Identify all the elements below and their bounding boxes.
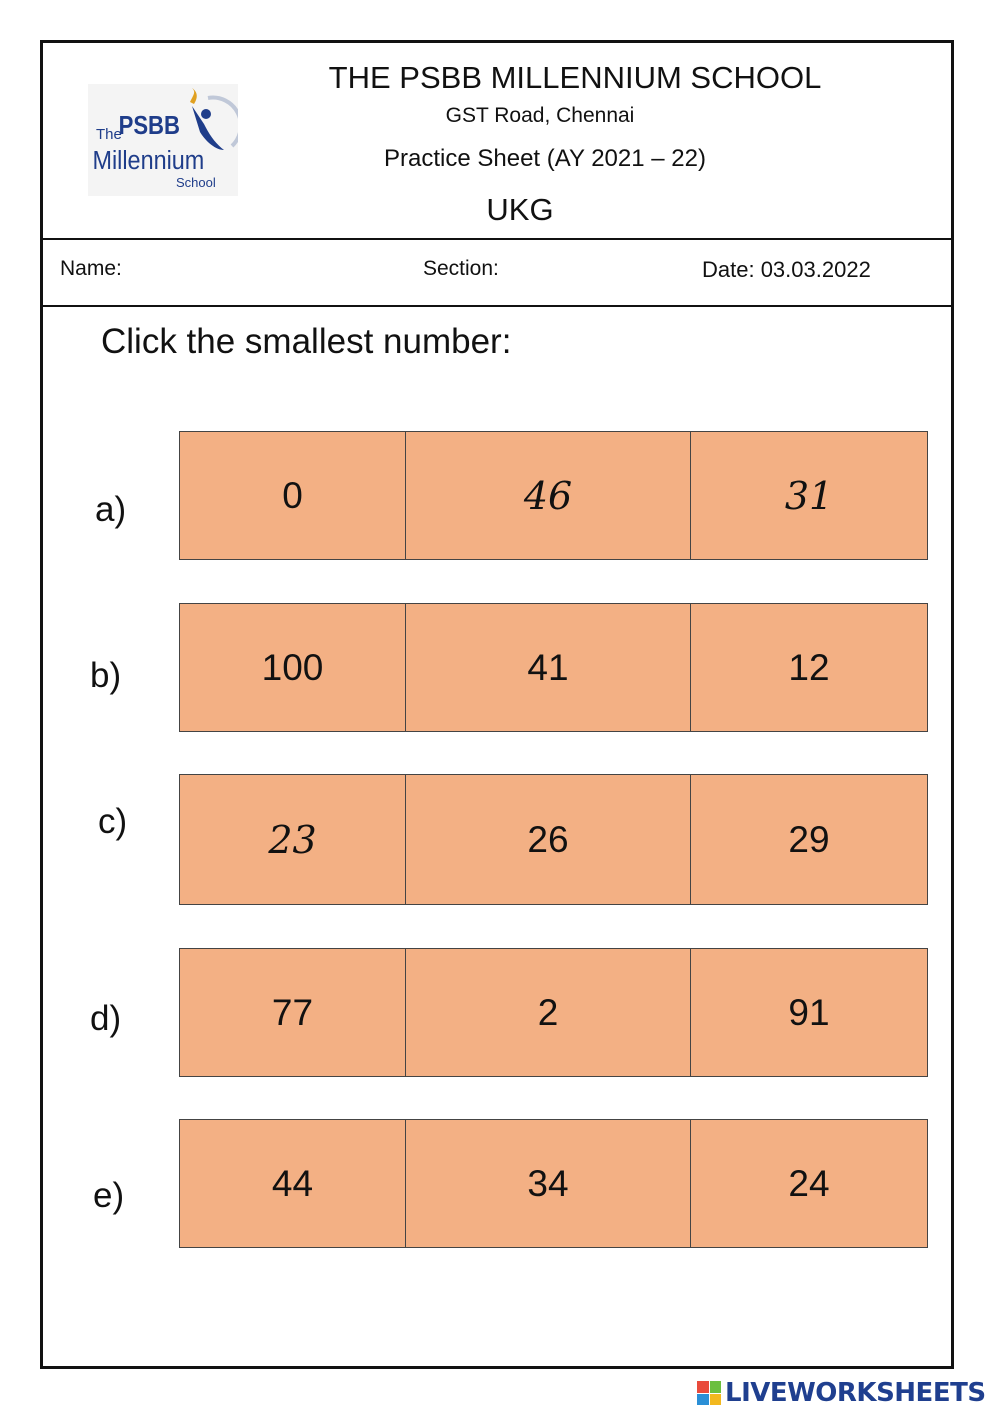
logo-psbb-text: PSBB	[118, 111, 180, 141]
option-c-1[interactable]: 23	[179, 774, 406, 905]
header-divider	[40, 238, 954, 240]
option-d-2[interactable]: 2	[405, 948, 691, 1077]
option-a-1[interactable]: 0	[179, 431, 406, 560]
option-e-1[interactable]: 44	[179, 1119, 406, 1248]
section-label: Section:	[423, 257, 499, 280]
option-e-3[interactable]: 24	[690, 1119, 928, 1248]
school-address: GST Road, Chennai	[445, 104, 635, 127]
logo-school-text: School	[176, 175, 216, 190]
question-label-e: e)	[93, 1176, 125, 1215]
practice-sheet-title: Practice Sheet (AY 2021 – 22)	[384, 145, 706, 172]
liveworksheets-brand	[697, 1377, 986, 1409]
question-label-d: d)	[90, 999, 122, 1038]
school-logo	[88, 84, 238, 196]
school-name: THE PSBB MILLENNIUM SCHOOL	[328, 60, 822, 95]
question-label-b: b)	[90, 656, 122, 695]
option-a-3[interactable]: 31	[690, 431, 928, 560]
name-label: Name:	[60, 257, 122, 280]
liveworksheets-wordmark: LIVEWORKSHEETS	[725, 1378, 986, 1408]
option-d-3[interactable]: 91	[690, 948, 928, 1077]
instruction-text: Click the smallest number:	[101, 322, 512, 361]
option-a-2[interactable]: 46	[405, 431, 691, 560]
question-label-c: c)	[98, 802, 128, 841]
liveworksheets-logo-icon	[697, 1381, 721, 1405]
option-b-1[interactable]: 100	[179, 603, 406, 732]
option-b-3[interactable]: 12	[690, 603, 928, 732]
option-d-1[interactable]: 77	[179, 948, 406, 1077]
date-label: Date: 03.03.2022	[702, 257, 871, 282]
grade-label: UKG	[486, 192, 554, 227]
info-divider	[40, 305, 954, 307]
option-c-2[interactable]: 26	[405, 774, 691, 905]
logo-millennium-text: Millennium	[92, 146, 205, 176]
question-label-a: a)	[95, 490, 127, 529]
option-b-2[interactable]: 41	[405, 603, 691, 732]
logo-the-text: The	[96, 126, 122, 143]
option-e-2[interactable]: 34	[405, 1119, 691, 1248]
option-c-3[interactable]: 29	[690, 774, 928, 905]
